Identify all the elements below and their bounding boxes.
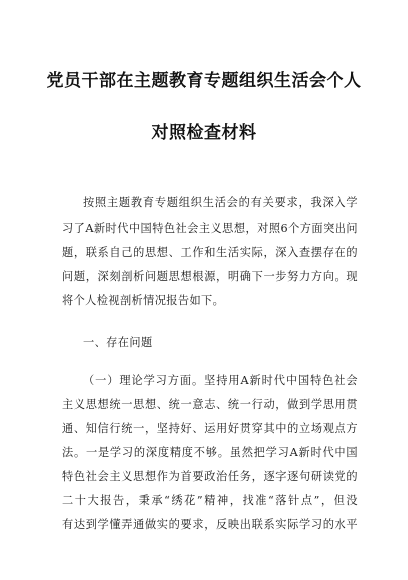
document-title-line-1: 党员干部在主题教育专题组织生活会个人 [46, 71, 362, 91]
document-title-line-2: 对照检查材料 [151, 123, 257, 143]
body-paragraph-line: 特色社会主义思想作为首要政治任务，逐字逐句研读党的 [62, 470, 358, 483]
body-paragraph-line: （一）理论学习方面。坚持用A新时代中国特色社会 [83, 374, 358, 387]
body-paragraph-line: 通、知信行统一，坚持好、运用好贯穿其中的立场观点方 [62, 422, 358, 435]
intro-paragraph-line: 问题，深刻剖析问题思想根源，明确下一步努力方向。现 [62, 270, 358, 283]
intro-paragraph-line: 按照主题教育专题组织生活会的有关要求，我深入学 [83, 196, 358, 209]
intro-paragraph-line: 题，联系自己的思想、工作和生活实际，深入查摆存在的 [62, 246, 358, 259]
body-paragraph-line: 二十大报告，秉承“绣花”精神，找准“落针点”，但没 [62, 494, 358, 507]
intro-paragraph-line: 习了A新时代中国特色社会主义思想，对照6个方面突出问 [62, 222, 358, 235]
body-paragraph-line: 主义思想统一思想、统一意志、统一行动，做到学思用贯 [62, 398, 358, 411]
body-paragraph-line: 有达到学懂弄通做实的要求，反映出联系实际学习的水平 [62, 518, 358, 531]
section-heading: 一、存在问题 [83, 336, 153, 349]
body-paragraph-line: 法。一是学习的深度精度不够。虽然把学习A新时代中国 [62, 446, 358, 459]
intro-paragraph-line: 将个人检视剖析情况报告如下。 [62, 294, 225, 307]
